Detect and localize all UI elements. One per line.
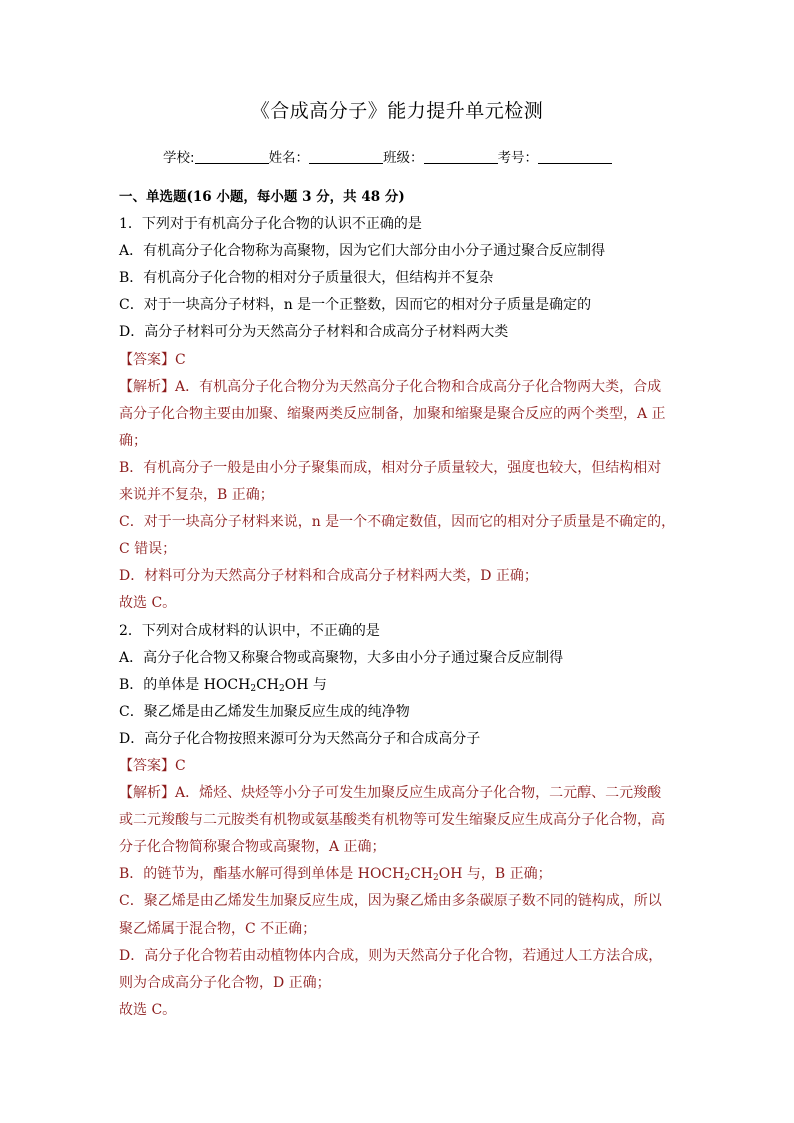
subscript: 2 [433,873,439,884]
q2-analysis-line [119,780,671,807]
q1-analysis-line: C 错误； [119,541,177,558]
analysis-tag: 【解析】 [119,378,175,395]
subscript: 2 [250,683,257,694]
option-text: OH 与 [284,676,327,693]
school-blank[interactable] [195,149,269,164]
q2-analysis-line: C．聚乙烯是由乙烯发生加聚反应生成，因为聚乙烯由多条碳原子数不同的链构成，所以 [119,893,662,910]
q2-stem: 2．下列对合成材料的认识中，不正确的是 [119,622,380,639]
q1-conclusion: 故选 C。 [119,595,177,612]
answer-tag: 【答案】 [119,757,175,774]
q2-analysis-line [119,861,671,888]
q1-option-a: A．有机高分子化合物称为高聚物，因为它们大部分由小分子通过聚合反应制得 [119,243,606,260]
subscript: 2 [279,683,285,694]
q2-option-c: C．聚乙烯是由乙烯发生加聚反应生成的纯净物 [119,703,410,720]
answer-value: C [175,351,186,368]
subscript: 2 [404,873,411,884]
q1-answer [119,347,671,374]
q1-option-b: B．有机高分子化合物的相对分子质量很大，但结构并不复杂 [119,270,494,287]
q1-option-d: D．高分子材料可分为天然高分子材料和合成高分子材料两大类 [119,324,509,341]
analysis-text: A．有机高分子化合物分为天然高分子化合物和合成高分子化合物两大类，合成 [175,378,662,395]
q2-option-d: D．高分子化合物按照来源可分为天然高分子和合成高分子 [119,730,481,747]
exam-no-label: 考号： [497,150,539,166]
class-label: 班级： [383,150,424,166]
page-title: 《合成高分子》能力提升单元检测 [250,100,544,122]
q2-conclusion: 故选 C。 [119,1001,177,1018]
q2-answer [119,753,671,780]
option-text: CH [256,676,280,693]
exam-no-blank[interactable] [538,149,612,164]
q1-analysis-line: B．有机高分子一般是由小分子聚集而成，相对分子质量较大，强度也较大，但结构相对 [119,459,662,476]
analysis-text: B．的链节为，酯基水解可得到单体是 HOCH [119,866,405,883]
name-blank[interactable] [309,149,383,164]
q1-stem: 1．下列对于有机高分子化合物的认识不正确的是 [119,216,422,233]
name-label: 姓名： [268,150,310,166]
q2-analysis-line: 则为合成高分子化合物，D 正确； [119,974,331,991]
student-info-line [163,146,683,166]
option-text: B．的单体是 HOCH [119,676,251,693]
q2-analysis-line: 分子化合物简称聚合物或高聚物，A 正确； [119,839,386,856]
q2-option-b [119,672,671,699]
school-label: 学校: [163,150,195,166]
q1-analysis-line: C．对于一块高分子材料来说，n 是一个不确定数值，因而它的相对分子质量是不确定的， [119,514,676,531]
analysis-text: CH [410,866,434,883]
q2-option-a: A．高分子化合物又称聚合物或高聚物，大多由小分子通过聚合反应制得 [119,649,564,666]
class-blank[interactable] [424,149,498,164]
q2-analysis-line: D．高分子化合物若由动植物体内合成，则为天然高分子化合物，若通过人工方法合成， [119,947,663,964]
question-content [119,184,676,1024]
answer-value: C [175,757,186,774]
answer-tag: 【答案】 [119,351,175,368]
section-heading: 一、单选题(16 小题，每小题 3 分，共 48 分) [119,189,405,205]
q2-analysis-line: 或二元羧酸与二元胺类有机物或氨基酸类有机物等可发生缩聚反应生成高分子化合物，高 [119,812,665,829]
q1-analysis-line: 高分子化合物主要由加聚、缩聚两类反应制备，加聚和缩聚是聚合反应的两个类型，A 正 [119,405,666,422]
q1-analysis-line [119,374,671,401]
q1-option-c: C．对于一块高分子材料，n 是一个正整数，因而它的相对分子质量是确定的 [119,297,592,314]
analysis-text: A．烯烃、炔烃等小分子可发生加聚反应生成高分子化合物，二元醇、二元羧酸 [175,785,662,802]
q1-analysis-line: 来说并不复杂，B 正确； [119,487,274,504]
q2-analysis-line: 聚乙烯属于混合物，C 不正确； [119,920,317,937]
q1-analysis-line: D．材料可分为天然高分子材料和合成高分子材料两大类，D 正确； [119,568,538,585]
analysis-tag: 【解析】 [119,785,175,802]
q1-analysis-line: 确； [119,432,147,449]
analysis-text: OH 与，B 正确； [438,866,552,883]
